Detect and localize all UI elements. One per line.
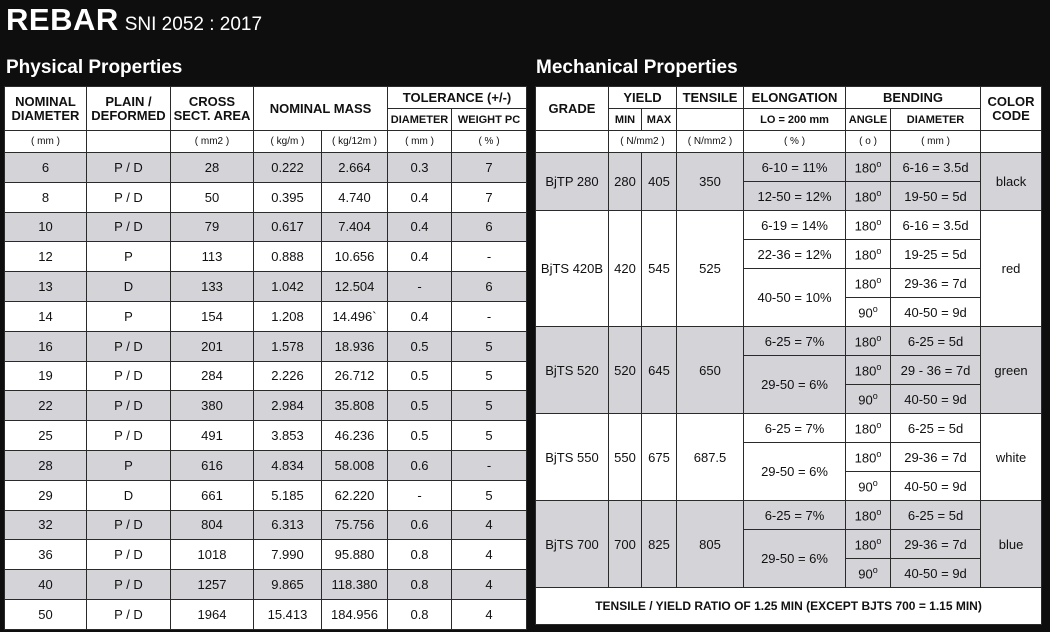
unit-tol-mm: ( mm ) — [388, 131, 452, 153]
col-yield-max: MAX — [642, 109, 677, 131]
unit-elongation: ( % ) — [744, 131, 846, 153]
cell-tol-diameter: 0.3 — [388, 153, 452, 183]
cell-bend-diameter: 6-25 = 5d — [891, 327, 981, 356]
cell-color-code: red — [981, 211, 1042, 327]
table-row — [536, 501, 1042, 530]
cell-plain-deformed: D — [87, 480, 171, 510]
cell-tol-diameter: 0.6 — [388, 450, 452, 480]
cell-tol-weight: 6 — [452, 272, 527, 302]
cell-bend-angle: 180$^o$ — [846, 240, 891, 269]
cell-plain-deformed: P / D — [87, 510, 171, 540]
cell-bend-diameter: 6-16 = 3.5d — [891, 153, 981, 182]
col-yield-min: MIN — [609, 109, 642, 131]
cell-tensile: 350 — [677, 153, 744, 211]
cell-color-code: white — [981, 414, 1042, 501]
cell-yield-max: 545 — [642, 211, 677, 327]
cell-mass-kgm: 3.853 — [254, 421, 322, 451]
col-yield: YIELD — [609, 87, 677, 109]
cell-mass-kgm: 2.984 — [254, 391, 322, 421]
cell-grade: BjTS 550 — [536, 414, 609, 501]
cell-yield-min: 700 — [609, 501, 642, 588]
cell-plain-deformed: P — [87, 450, 171, 480]
col-tolerance: TOLERANCE (+/-) — [388, 87, 527, 109]
cell-yield-max: 645 — [642, 327, 677, 414]
cell-bend-diameter: 29-36 = 7d — [891, 269, 981, 298]
cell-grade: BjTS 420B — [536, 211, 609, 327]
cell-tol-weight: 4 — [452, 570, 527, 600]
cell-tol-diameter: - — [388, 480, 452, 510]
cell-tol-weight: 5 — [452, 331, 527, 361]
table-row — [5, 242, 527, 272]
cell-bend-angle: 180$^o$ — [846, 269, 891, 298]
cell-grade: BjTP 280 — [536, 153, 609, 211]
mechanical-table-body — [536, 153, 1042, 588]
mechanical-heading: Mechanical Properties — [536, 57, 738, 78]
cell-nominal-diameter: 29 — [5, 480, 87, 510]
cell-mass-kg12m: 7.404 — [322, 212, 388, 242]
cell-bend-diameter: 19-50 = 5d — [891, 182, 981, 211]
cell-tol-weight: - — [452, 301, 527, 331]
cell-bend-angle: 180$^o$ — [846, 356, 891, 385]
cell-bend-angle: 180$^o$ — [846, 182, 891, 211]
cell-nominal-diameter: 25 — [5, 421, 87, 451]
cell-plain-deformed: P / D — [87, 599, 171, 629]
cell-mass-kg12m: 95.880 — [322, 540, 388, 570]
cell-grade: BjTS 520 — [536, 327, 609, 414]
col-bend-diameter: DIAMETER — [891, 109, 981, 131]
cell-mass-kgm: 7.990 — [254, 540, 322, 570]
cell-tol-diameter: 0.4 — [388, 242, 452, 272]
cell-bend-angle: 180$^o$ — [846, 530, 891, 559]
cell-tol-weight: 4 — [452, 510, 527, 540]
cell-mass-kg12m: 10.656 — [322, 242, 388, 272]
unit-pct: ( % ) — [452, 131, 527, 153]
col-tol-diameter: DIAMETER — [388, 109, 452, 131]
cell-grade: BjTS 700 — [536, 501, 609, 588]
cell-tol-diameter: 0.5 — [388, 331, 452, 361]
cell-mass-kgm: 0.222 — [254, 153, 322, 183]
cell-cross-area: 133 — [171, 272, 254, 302]
cell-bend-diameter: 29 - 36 = 7d — [891, 356, 981, 385]
table-row — [536, 327, 1042, 356]
cell-tol-diameter: 0.4 — [388, 301, 452, 331]
unit-tensile: ( N/mm2 ) — [677, 131, 744, 153]
cell-tensile: 650 — [677, 327, 744, 414]
col-tensile: TENSILE — [677, 87, 744, 109]
physical-heading: Physical Properties — [6, 57, 183, 78]
unit-kg12m: ( kg/12m ) — [322, 131, 388, 153]
cell-color-code: black — [981, 153, 1042, 211]
mechanical-properties-table — [535, 86, 1042, 625]
cell-tol-weight: 7 — [452, 153, 527, 183]
cell-tensile: 687.5 — [677, 414, 744, 501]
cell-bend-angle: 90$^o$ — [846, 559, 891, 588]
cell-bend-angle: 180$^o$ — [846, 443, 891, 472]
cell-tol-diameter: 0.8 — [388, 540, 452, 570]
cell-color-code: green — [981, 327, 1042, 414]
unit-mm2: ( mm2 ) — [171, 131, 254, 153]
cell-cross-area: 201 — [171, 331, 254, 361]
cell-tol-weight: 5 — [452, 391, 527, 421]
cell-mass-kg12m: 35.808 — [322, 391, 388, 421]
cell-plain-deformed: P / D — [87, 153, 171, 183]
cell-cross-area: 284 — [171, 361, 254, 391]
cell-cross-area: 113 — [171, 242, 254, 272]
cell-mass-kg12m: 118.380 — [322, 570, 388, 600]
col-cross-sect-area: CROSS SECT. AREA — [171, 87, 254, 131]
cell-bend-diameter: 6-16 = 3.5d — [891, 211, 981, 240]
cell-color-code: blue — [981, 501, 1042, 588]
cell-tol-weight: 4 — [452, 599, 527, 629]
cell-elongation: 6-25 = 7% — [744, 414, 846, 443]
cell-bend-diameter: 29-36 = 7d — [891, 530, 981, 559]
cell-mass-kg12m: 26.712 — [322, 361, 388, 391]
cell-bend-diameter: 19-25 = 5d — [891, 240, 981, 269]
title-main: REBAR — [6, 2, 119, 37]
cell-mass-kgm: 0.617 — [254, 212, 322, 242]
unit-angle: ( o ) — [846, 131, 891, 153]
physical-table-body — [5, 153, 527, 630]
cell-tol-weight: - — [452, 242, 527, 272]
tensile-yield-footnote: TENSILE / YIELD RATIO OF 1.25 MIN (EXCEPT BJTS 700 = 1.15 MIN) — [536, 588, 1042, 625]
col-tol-weight: WEIGHT PC — [452, 109, 527, 131]
page-title — [6, 2, 262, 38]
cell-bend-diameter: 40-50 = 9d — [891, 472, 981, 501]
cell-plain-deformed: P / D — [87, 331, 171, 361]
physical-properties-table — [4, 86, 527, 630]
cell-plain-deformed: P / D — [87, 421, 171, 451]
cell-tol-weight: 6 — [452, 212, 527, 242]
unit-grade-blank — [536, 131, 609, 153]
cell-cross-area: 804 — [171, 510, 254, 540]
cell-mass-kg12m: 75.756 — [322, 510, 388, 540]
cell-mass-kgm: 1.042 — [254, 272, 322, 302]
cell-elongation: 6-19 = 14% — [744, 211, 846, 240]
cell-nominal-diameter: 32 — [5, 510, 87, 540]
cell-bend-angle: 180$^o$ — [846, 153, 891, 182]
cell-tol-weight: 4 — [452, 540, 527, 570]
cell-mass-kgm: 0.395 — [254, 182, 322, 212]
cell-mass-kgm: 1.208 — [254, 301, 322, 331]
cell-cross-area: 154 — [171, 301, 254, 331]
cell-cross-area: 1964 — [171, 599, 254, 629]
cell-yield-min: 550 — [609, 414, 642, 501]
cell-mass-kgm: 2.226 — [254, 361, 322, 391]
table-row — [5, 480, 527, 510]
cell-tol-diameter: 0.5 — [388, 421, 452, 451]
cell-tol-weight: 5 — [452, 361, 527, 391]
cell-elongation: 22-36 = 12% — [744, 240, 846, 269]
table-row — [5, 570, 527, 600]
col-plain-deformed: PLAIN / DEFORMED — [87, 87, 171, 131]
cell-mass-kgm: 0.888 — [254, 242, 322, 272]
table-row — [5, 391, 527, 421]
cell-nominal-diameter: 19 — [5, 361, 87, 391]
cell-bend-diameter: 40-50 = 9d — [891, 298, 981, 327]
cell-yield-min: 420 — [609, 211, 642, 327]
cell-tensile: 525 — [677, 211, 744, 327]
cell-tol-diameter: 0.4 — [388, 182, 452, 212]
cell-bend-angle: 180$^o$ — [846, 211, 891, 240]
table-row — [5, 301, 527, 331]
col-bending: BENDING — [846, 87, 981, 109]
col-nominal-mass: NOMINAL MASS — [254, 87, 388, 131]
cell-tol-diameter: 0.8 — [388, 570, 452, 600]
cell-mass-kg12m: 4.740 — [322, 182, 388, 212]
cell-elongation: 29-50 = 6% — [744, 530, 846, 588]
cell-mass-kg12m: 12.504 — [322, 272, 388, 302]
cell-bend-diameter: 6-25 = 5d — [891, 414, 981, 443]
cell-cross-area: 380 — [171, 391, 254, 421]
cell-yield-min: 520 — [609, 327, 642, 414]
col-grade: GRADE — [536, 87, 609, 131]
unit-diameter: ( mm ) — [891, 131, 981, 153]
col-tensile-sub — [677, 109, 744, 131]
cell-mass-kg12m: 14.496` — [322, 301, 388, 331]
cell-nominal-diameter: 14 — [5, 301, 87, 331]
cell-cross-area: 491 — [171, 421, 254, 451]
unit-blank — [87, 131, 171, 153]
cell-plain-deformed: P / D — [87, 361, 171, 391]
cell-elongation: 6-25 = 7% — [744, 501, 846, 530]
cell-plain-deformed: P / D — [87, 570, 171, 600]
col-nominal-diameter: NOMINAL DIAMETER — [5, 87, 87, 131]
cell-mass-kg12m: 46.236 — [322, 421, 388, 451]
table-row — [5, 153, 527, 183]
cell-elongation: 29-50 = 6% — [744, 356, 846, 414]
table-row — [536, 153, 1042, 182]
unit-kgm: ( kg/m ) — [254, 131, 322, 153]
table-row — [5, 331, 527, 361]
table-row — [5, 599, 527, 629]
cell-nominal-diameter: 13 — [5, 272, 87, 302]
cell-plain-deformed: P / D — [87, 540, 171, 570]
cell-elongation: 40-50 = 10% — [744, 269, 846, 327]
cell-bend-angle: 90$^o$ — [846, 298, 891, 327]
cell-cross-area: 661 — [171, 480, 254, 510]
cell-bend-diameter: 40-50 = 9d — [891, 385, 981, 414]
cell-mass-kgm: 9.865 — [254, 570, 322, 600]
cell-bend-angle: 180$^o$ — [846, 501, 891, 530]
table-row — [5, 421, 527, 451]
cell-tol-diameter: 0.5 — [388, 361, 452, 391]
cell-nominal-diameter: 16 — [5, 331, 87, 361]
col-color-code: COLOR CODE — [981, 87, 1042, 131]
table-row — [536, 414, 1042, 443]
cell-bend-diameter: 6-25 = 5d — [891, 501, 981, 530]
cell-nominal-diameter: 36 — [5, 540, 87, 570]
cell-mass-kgm: 1.578 — [254, 331, 322, 361]
cell-bend-diameter: 40-50 = 9d — [891, 559, 981, 588]
cell-elongation: 29-50 = 6% — [744, 443, 846, 501]
cell-nominal-diameter: 10 — [5, 212, 87, 242]
cell-tol-weight: 5 — [452, 480, 527, 510]
table-row — [5, 540, 527, 570]
cell-plain-deformed: P / D — [87, 182, 171, 212]
cell-cross-area: 79 — [171, 212, 254, 242]
cell-bend-angle: 180$^o$ — [846, 414, 891, 443]
cell-mass-kg12m: 62.220 — [322, 480, 388, 510]
cell-yield-min: 280 — [609, 153, 642, 211]
cell-cross-area: 50 — [171, 182, 254, 212]
cell-bend-angle: 180$^o$ — [846, 327, 891, 356]
unit-yield: ( N/mm2 ) — [609, 131, 677, 153]
table-row — [5, 510, 527, 540]
cell-cross-area: 1018 — [171, 540, 254, 570]
cell-nominal-diameter: 22 — [5, 391, 87, 421]
cell-yield-max: 825 — [642, 501, 677, 588]
cell-nominal-diameter: 8 — [5, 182, 87, 212]
table-row — [5, 182, 527, 212]
table-row — [536, 211, 1042, 240]
table-row — [5, 212, 527, 242]
cell-yield-max: 405 — [642, 153, 677, 211]
cell-mass-kg12m: 18.936 — [322, 331, 388, 361]
col-lo: LO = 200 mm — [744, 109, 846, 131]
cell-cross-area: 616 — [171, 450, 254, 480]
cell-nominal-diameter: 40 — [5, 570, 87, 600]
cell-bend-angle: 90$^o$ — [846, 472, 891, 501]
cell-tol-diameter: 0.8 — [388, 599, 452, 629]
cell-elongation: 12-50 = 12% — [744, 182, 846, 211]
cell-cross-area: 1257 — [171, 570, 254, 600]
cell-tol-weight: 7 — [452, 182, 527, 212]
cell-tensile: 805 — [677, 501, 744, 588]
cell-yield-max: 675 — [642, 414, 677, 501]
cell-tol-diameter: - — [388, 272, 452, 302]
cell-mass-kg12m: 58.008 — [322, 450, 388, 480]
cell-elongation: 6-25 = 7% — [744, 327, 846, 356]
col-elongation: ELONGATION — [744, 87, 846, 109]
unit-color-blank — [981, 131, 1042, 153]
cell-mass-kgm: 4.834 — [254, 450, 322, 480]
cell-tol-diameter: 0.5 — [388, 391, 452, 421]
cell-elongation: 6-10 = 11% — [744, 153, 846, 182]
cell-plain-deformed: P — [87, 242, 171, 272]
cell-plain-deformed: P / D — [87, 391, 171, 421]
cell-plain-deformed: P — [87, 301, 171, 331]
cell-mass-kgm: 15.413 — [254, 599, 322, 629]
cell-tol-weight: 5 — [452, 421, 527, 451]
unit-mm: ( mm ) — [5, 131, 87, 153]
cell-plain-deformed: P / D — [87, 212, 171, 242]
cell-tol-weight: - — [452, 450, 527, 480]
table-row — [5, 450, 527, 480]
cell-bend-diameter: 29-36 = 7d — [891, 443, 981, 472]
cell-mass-kg12m: 184.956 — [322, 599, 388, 629]
cell-mass-kgm: 5.185 — [254, 480, 322, 510]
cell-nominal-diameter: 6 — [5, 153, 87, 183]
cell-nominal-diameter: 12 — [5, 242, 87, 272]
table-row — [5, 272, 527, 302]
cell-nominal-diameter: 50 — [5, 599, 87, 629]
cell-mass-kgm: 6.313 — [254, 510, 322, 540]
cell-bend-angle: 90$^o$ — [846, 385, 891, 414]
cell-tol-diameter: 0.4 — [388, 212, 452, 242]
col-angle: ANGLE — [846, 109, 891, 131]
cell-mass-kg12m: 2.664 — [322, 153, 388, 183]
cell-nominal-diameter: 28 — [5, 450, 87, 480]
table-row — [5, 361, 527, 391]
cell-tol-diameter: 0.6 — [388, 510, 452, 540]
cell-cross-area: 28 — [171, 153, 254, 183]
title-standard: SNI 2052 : 2017 — [124, 14, 263, 35]
cell-plain-deformed: D — [87, 272, 171, 302]
